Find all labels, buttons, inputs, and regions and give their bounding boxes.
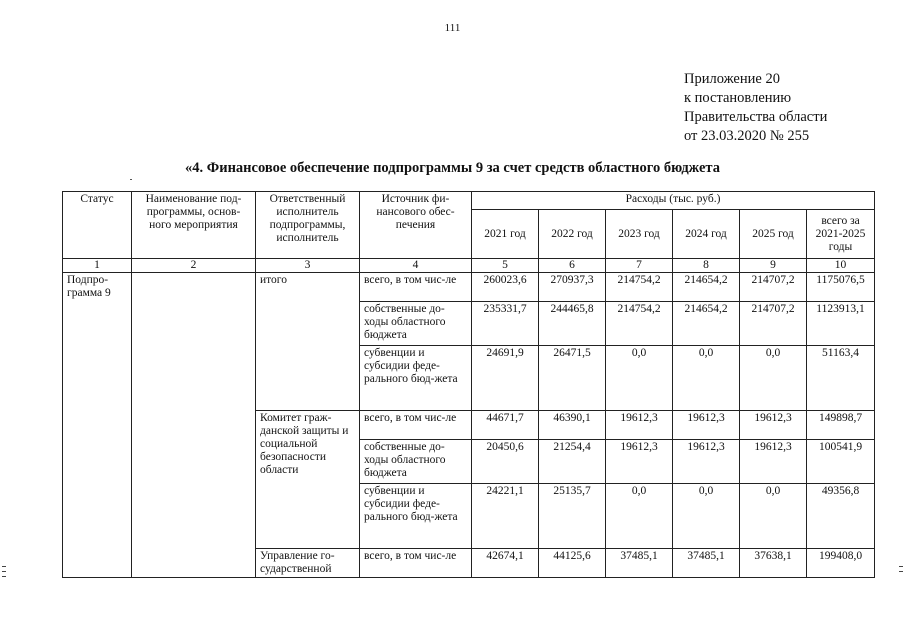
source-cell: собственные до-ходы областного бюджета: [360, 440, 472, 484]
value-cell: 19612,3: [740, 440, 807, 484]
column-number: 5: [472, 259, 539, 273]
column-number: 2: [132, 259, 256, 273]
column-number: 1: [63, 259, 132, 273]
header-expenses: Расходы (тыс. руб.): [472, 192, 875, 210]
value-cell: 214654,2: [673, 302, 740, 346]
value-cell: 270937,3: [539, 273, 606, 302]
header-status: Статус: [63, 192, 132, 259]
name-cell: [132, 273, 256, 578]
value-cell: 0,0: [673, 346, 740, 411]
header-source: Источник фи-нансового обес-печения: [360, 192, 472, 259]
column-number: 7: [606, 259, 673, 273]
header-year: 2025 год: [740, 210, 807, 259]
source-cell: всего, в том чис-ле: [360, 411, 472, 440]
financing-table: [62, 191, 875, 578]
appendix-line: Приложение 20: [684, 71, 780, 87]
value-cell: 37638,1: [740, 549, 807, 578]
header-year: 2022 год: [539, 210, 606, 259]
header-year: 2021 год: [472, 210, 539, 259]
value-cell: 214707,2: [740, 273, 807, 302]
scan-mark: [2, 566, 6, 567]
value-cell: 19612,3: [673, 411, 740, 440]
total-cell: 149898,7: [807, 411, 875, 440]
value-cell: 19612,3: [606, 440, 673, 484]
value-cell: 21254,4: [539, 440, 606, 484]
value-cell: 19612,3: [606, 411, 673, 440]
value-cell: 24691,9: [472, 346, 539, 411]
source-cell: всего, в том чис-ле: [360, 549, 472, 578]
page-number: 111: [444, 22, 461, 34]
source-cell: собственные до-ходы областного бюджета: [360, 302, 472, 346]
value-cell: 0,0: [606, 484, 673, 549]
document-title: «4. Финансовое обеспечение подпрограммы 9 за счет средств областного бюджета: [185, 160, 720, 176]
value-cell: 37485,1: [606, 549, 673, 578]
total-cell: 51163,4: [807, 346, 875, 411]
value-cell: 235331,7: [472, 302, 539, 346]
value-cell: 19612,3: [673, 440, 740, 484]
source-cell: субвенции и субсидии феде-рального бюд-жета: [360, 346, 472, 411]
status-cell: Подпро-грамма 9: [63, 273, 132, 578]
source-cell: субвенции и субсидии феде-рального бюд-жета: [360, 484, 472, 549]
executor-cell: Комитет граж-данской защиты и социальной безопасности области: [256, 411, 360, 549]
value-cell: 260023,6: [472, 273, 539, 302]
value-cell: 214754,2: [606, 273, 673, 302]
value-cell: 37485,1: [673, 549, 740, 578]
value-cell: 244465,8: [539, 302, 606, 346]
total-cell: 49356,8: [807, 484, 875, 549]
value-cell: 19612,3: [740, 411, 807, 440]
total-cell: 199408,0: [807, 549, 875, 578]
scan-mark: [899, 566, 903, 567]
value-cell: 214707,2: [740, 302, 807, 346]
appendix-line: к постановлению: [684, 90, 792, 106]
value-cell: 46390,1: [539, 411, 606, 440]
header-total: всего за 2021-2025 годы: [807, 210, 875, 259]
value-cell: 20450,6: [472, 440, 539, 484]
value-cell: 44125,6: [539, 549, 606, 578]
value-cell: 24221,1: [472, 484, 539, 549]
value-cell: 0,0: [740, 484, 807, 549]
executor-cell: итого: [256, 273, 360, 411]
column-number: 4: [360, 259, 472, 273]
header-year: 2024 год: [673, 210, 740, 259]
total-cell: 1175076,5: [807, 273, 875, 302]
total-cell: 100541,9: [807, 440, 875, 484]
appendix-line: Правительства области: [684, 109, 828, 125]
scan-mark: [130, 179, 132, 180]
header-name: Наименование под-программы, основ-ного мероприятия: [132, 192, 256, 259]
appendix-note: [684, 70, 827, 146]
scan-mark: [899, 571, 903, 572]
scan-mark: [2, 576, 6, 577]
value-cell: 44671,7: [472, 411, 539, 440]
column-number: 10: [807, 259, 875, 273]
header-executor: Ответственный исполнитель подпрограммы, исполнитель: [256, 192, 360, 259]
executor-cell: Управление го-сударственной: [256, 549, 360, 578]
value-cell: 26471,5: [539, 346, 606, 411]
column-number: 9: [740, 259, 807, 273]
appendix-line: от 23.03.2020 № 255: [684, 128, 810, 144]
total-cell: 1123913,1: [807, 302, 875, 346]
column-number: 6: [539, 259, 606, 273]
value-cell: 214654,2: [673, 273, 740, 302]
value-cell: 0,0: [740, 346, 807, 411]
value-cell: 42674,1: [472, 549, 539, 578]
header-year: 2023 год: [606, 210, 673, 259]
value-cell: 25135,7: [539, 484, 606, 549]
value-cell: 0,0: [673, 484, 740, 549]
value-cell: 214754,2: [606, 302, 673, 346]
scan-mark: [2, 571, 6, 572]
column-number: 3: [256, 259, 360, 273]
value-cell: 0,0: [606, 346, 673, 411]
source-cell: всего, в том чис-ле: [360, 273, 472, 302]
column-number: 8: [673, 259, 740, 273]
